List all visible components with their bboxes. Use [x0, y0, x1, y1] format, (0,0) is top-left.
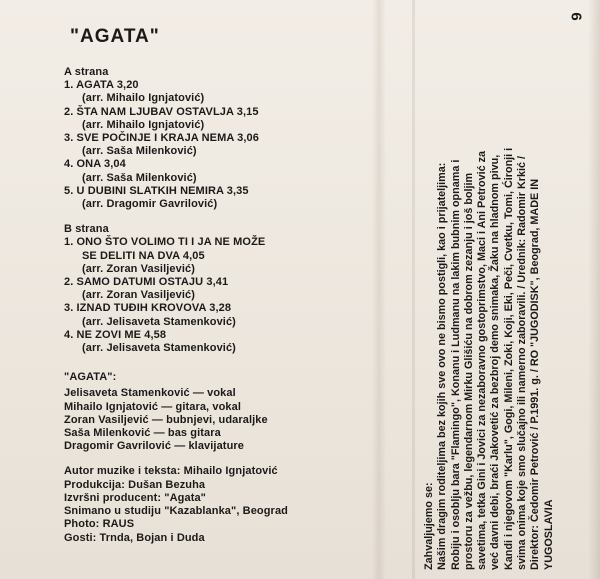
- track-line: 4. ONA 3,04: [64, 158, 126, 171]
- arranger-line: (arr. Zoran Vasiljević): [82, 289, 195, 302]
- track-line: 1. ONO ŠTO VOLIMO TI I JA NE MOŽE: [64, 236, 266, 249]
- lineup-member: Jelisaveta Stamenković — vokal: [64, 387, 236, 400]
- credit-line: Autor muzike i teksta: Mihailo Ignjatović: [64, 465, 278, 478]
- arranger-line: (arr. Mihailo Ignjatović): [82, 118, 205, 131]
- credit-line: Izvršni producent: "Agata": [64, 491, 206, 504]
- thanks-line: YUGOSLAVIA: [542, 499, 555, 570]
- side-a-label: A strana: [64, 66, 109, 78]
- arranger-line: (arr. Saša Milenković): [82, 145, 197, 158]
- thanks-line: Kandi i njegovom "Karlu", Gogi, Mileni, Zoki, Koji, Eki, Peči, Cvetku, Tomi, Ćironji i: [502, 147, 515, 570]
- spacer: [58, 453, 378, 465]
- thanks-line: Robiju i osoblju bara "Flamingo", Konanu i Ludmanu na lakim bubnim opnama i: [449, 159, 462, 570]
- thanks-line: savetima, tetka Gini i Jovici za nezaboravno gostoprimstvo, Maci i Ani Petrović za: [476, 150, 489, 570]
- credit-line: Snimano u studiju "Kazablanka", Beograd: [64, 505, 288, 518]
- track-line: 2. ŠTA NAM LJUBAV OSTAVLJA 3,15: [64, 105, 259, 118]
- credit-line: Produkcija: Dušan Bezuha: [64, 478, 206, 491]
- side-b-tracks: [58, 236, 378, 355]
- album-title: "AGATA": [70, 26, 160, 47]
- side-a-tracks: [58, 79, 378, 211]
- track-line: 3. SVE POČINJE I KRAJA NEMA 3,06: [64, 132, 259, 145]
- arranger-line: (arr. Saša Milenković): [82, 171, 197, 184]
- side-b-label: B strana: [64, 223, 109, 236]
- thanks-line: Zahvaljujemo se:: [423, 482, 435, 570]
- lineup-member: Mihailo Ignjatović — gitara, vokal: [64, 400, 241, 413]
- thanks-line: već davni debi, braći Jakovetić za bezbroj demo snimaka, Žaku na hladnom pivu,: [489, 154, 502, 570]
- credit-line: Gosti: Trnda, Bojan i Duda: [64, 531, 205, 544]
- tracklist-panel: [58, 26, 378, 545]
- lineup-member: Dragomir Gavrilović — klavijature: [64, 440, 244, 453]
- thanks-line: prostoru za vežbu, legendarnom Mirku Glišiću na dobrom zezanju i još boljim: [462, 172, 475, 570]
- lineup-title: "AGATA":: [64, 371, 117, 384]
- fold-crease: [412, 0, 415, 579]
- corner-number: 6: [567, 12, 585, 21]
- thanks-panel: [423, 30, 556, 570]
- thanks-line: svima onima koje smo slučajno ili namerno zaboravili. / Urednik: Radomir Krkić /: [516, 155, 529, 570]
- lineup-member: Saša Milenković — bas gitara: [64, 427, 221, 440]
- track-line: 4. NE ZOVI ME 4,58: [64, 328, 167, 341]
- lineup-member: Zoran Vasiljević — bubnjevi, udaraljke: [64, 413, 268, 426]
- arranger-line: (arr. Jelisaveta Stamenković): [82, 342, 236, 355]
- track-line: 3. IZNAD TUĐIH KROVOVA 3,28: [64, 302, 232, 315]
- track-line: 2. SAMO DATUMI OSTAJU 3,41: [64, 276, 229, 289]
- thanks-line: Našim dragim roditeljima bez kojih sve ovo ne bismo postigli, kao i prijateljima:: [436, 162, 449, 570]
- arranger-line: (arr. Zoran Vasiljević): [82, 262, 195, 275]
- credits-list: [58, 465, 378, 544]
- fold-crease: [588, 0, 600, 579]
- lineup-list: [58, 387, 378, 453]
- track-line: 5. U DUBINI SLATKIH NEMIRA 3,35: [64, 184, 249, 197]
- track-line: 1. AGATA 3,20: [64, 79, 139, 92]
- credit-line: Photo: RAUS: [64, 518, 135, 531]
- arranger-line: (arr. Dragomir Gavrilović): [82, 198, 218, 211]
- spacer: [58, 355, 378, 371]
- spacer: [58, 211, 378, 223]
- track-line-continued: SE DELITI NA DVA 4,05: [82, 249, 205, 262]
- thanks-line: Direktor: Čedomir Petrović / P.1991. g. / RO "JUGODISK", Beograd, MADE IN: [529, 178, 542, 570]
- arranger-line: (arr. Mihailo Ignjatović): [82, 92, 205, 105]
- arranger-line: (arr. Jelisaveta Stamenković): [82, 315, 236, 328]
